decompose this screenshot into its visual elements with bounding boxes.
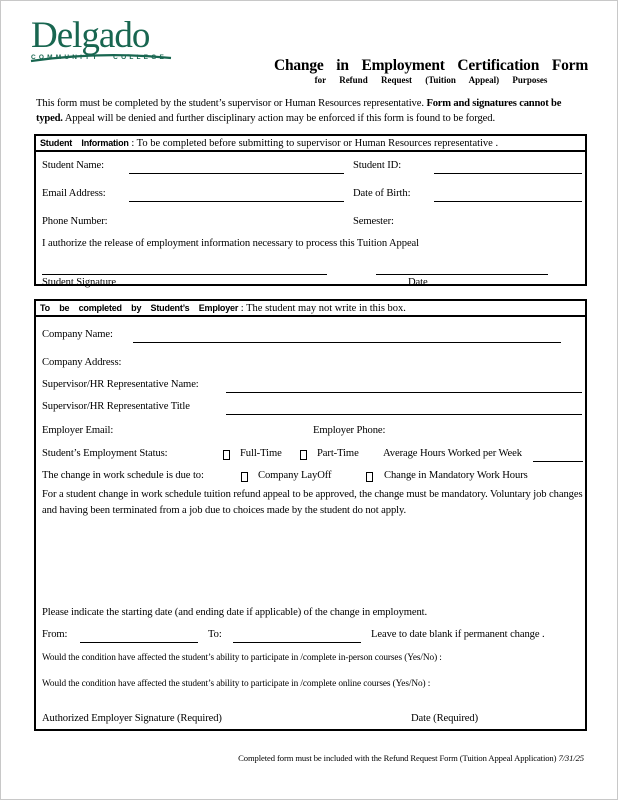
intro-bold-1: Form and signatures — [426, 98, 517, 109]
mandatory-note: For a student change in work schedule tuition refund appeal to be approved, the change must be mandatory. Voluntary job changes and having been terminated from a job due to choices made by the student do not apply. — [42, 489, 583, 516]
intro-bold-2: cannot be typed. — [36, 98, 562, 124]
employer-signature-label: Authorized Employer Signature (Required) — [42, 713, 222, 724]
employer-box-header — [36, 301, 585, 317]
student-name-label: Student Name: — [42, 160, 104, 171]
employer-box-heading-rest: : The student may not write in this box. — [240, 303, 406, 314]
logo-subtext — [31, 54, 167, 61]
footer-date: 7/31/25 — [558, 753, 584, 763]
form-subtitle: for Refund Request (Tuition Appeal) Purposes — [314, 75, 548, 85]
company-name-field[interactable] — [133, 342, 561, 343]
student-id-label: Student ID: — [353, 160, 402, 171]
student-information-box — [34, 134, 587, 286]
authorization-statement: I authorize the release of employment information necessary to process this Tuition Appeal — [42, 238, 419, 249]
employer-box-heading: To be completed by Student’s Employer — [40, 303, 239, 313]
date-of-birth-label: Date of Birth: — [353, 188, 411, 199]
student-signature-field[interactable] — [42, 274, 327, 275]
delgado-logo — [31, 15, 181, 65]
average-hours-label: Average Hours Worked per Week — [383, 448, 522, 459]
footer-note — [36, 753, 584, 763]
logo-subtext-community: COMMUNITY — [31, 54, 100, 61]
student-date-field[interactable] — [376, 274, 548, 275]
question-inperson: Would the condition have affected the student’s ability to participate in /complete in-person courses (Yes/No) : — [42, 653, 442, 663]
form-title: Change in Employment Certification Form — [273, 57, 589, 74]
delgado-logo-wordmark: Delgado — [31, 15, 150, 56]
email-address-label: Email Address: — [42, 188, 106, 199]
mandatory-change-label: Change in Mandatory Work Hours — [384, 470, 528, 481]
logo-subtext-college: COLLEGE — [113, 54, 167, 61]
from-date-field[interactable] — [80, 642, 198, 643]
question-online: Would the condition have affected the student’s ability to participate in /complete online courses (Yes/No) : — [42, 679, 431, 689]
employer-box — [34, 299, 587, 731]
part-time-label: Part-Time — [317, 448, 359, 459]
student-id-field[interactable] — [434, 173, 582, 174]
employer-phone-label: Employer Phone: — [313, 425, 386, 436]
student-name-field[interactable] — [129, 173, 344, 174]
student-box-heading-rest: : To be completed before submitting to supervisor or Human Resources representative . — [131, 138, 499, 149]
footer-text: Completed form must be included with the Refund Request Form (Tuition Appeal Application) — [238, 753, 559, 763]
student-box-heading: Student Information — [40, 138, 129, 148]
average-hours-field[interactable] — [533, 461, 583, 462]
hr-representative-title-field[interactable] — [226, 414, 582, 415]
change-due-label: The change in work schedule is due to: — [42, 470, 204, 481]
intro-paragraph — [36, 97, 588, 126]
intro-text-1: This form must be completed by the student’s supervisor or Human Resources representative. — [36, 98, 427, 109]
student-date-label: Date — [408, 277, 428, 288]
date-of-birth-field[interactable] — [434, 201, 582, 202]
email-address-field[interactable] — [129, 201, 344, 202]
full-time-label: Full-Time — [240, 448, 282, 459]
intro-text-2: Appeal will be denied and further disciplinary action may be enforced if this form is found to be forged. — [62, 112, 496, 124]
to-label: To: — [208, 629, 222, 640]
company-name-label: Company Name: — [42, 329, 113, 340]
phone-number-label: Phone Number: — [42, 216, 108, 227]
company-address-label: Company Address: — [42, 357, 122, 368]
date-instruction: Please indicate the starting date (and ending date if applicable) of the change in employment. — [42, 607, 428, 618]
date-required-label: Date (Required) — [411, 713, 479, 724]
to-date-field[interactable] — [233, 642, 361, 643]
permanent-change-note: Leave to date blank if permanent change . — [371, 629, 545, 640]
company-layoff-label: Company LayOff — [258, 470, 332, 481]
hr-representative-name-field[interactable] — [226, 392, 582, 393]
company-layoff-checkbox[interactable] — [241, 472, 248, 482]
student-signature-label: Student Signature — [42, 277, 116, 288]
from-label: From: — [42, 629, 68, 640]
mandatory-change-checkbox[interactable] — [366, 472, 373, 482]
employer-email-label: Employer Email: — [42, 425, 114, 436]
student-box-header — [36, 136, 585, 152]
hr-representative-name-label: Supervisor/HR Representative Name: — [42, 379, 199, 390]
hr-representative-title-label: Supervisor/HR Representative Title — [42, 401, 190, 412]
part-time-checkbox[interactable] — [300, 450, 307, 460]
employment-status-label: Student’s Employment Status: — [42, 448, 168, 459]
semester-label: Semester: — [353, 216, 394, 227]
full-time-checkbox[interactable] — [223, 450, 230, 460]
